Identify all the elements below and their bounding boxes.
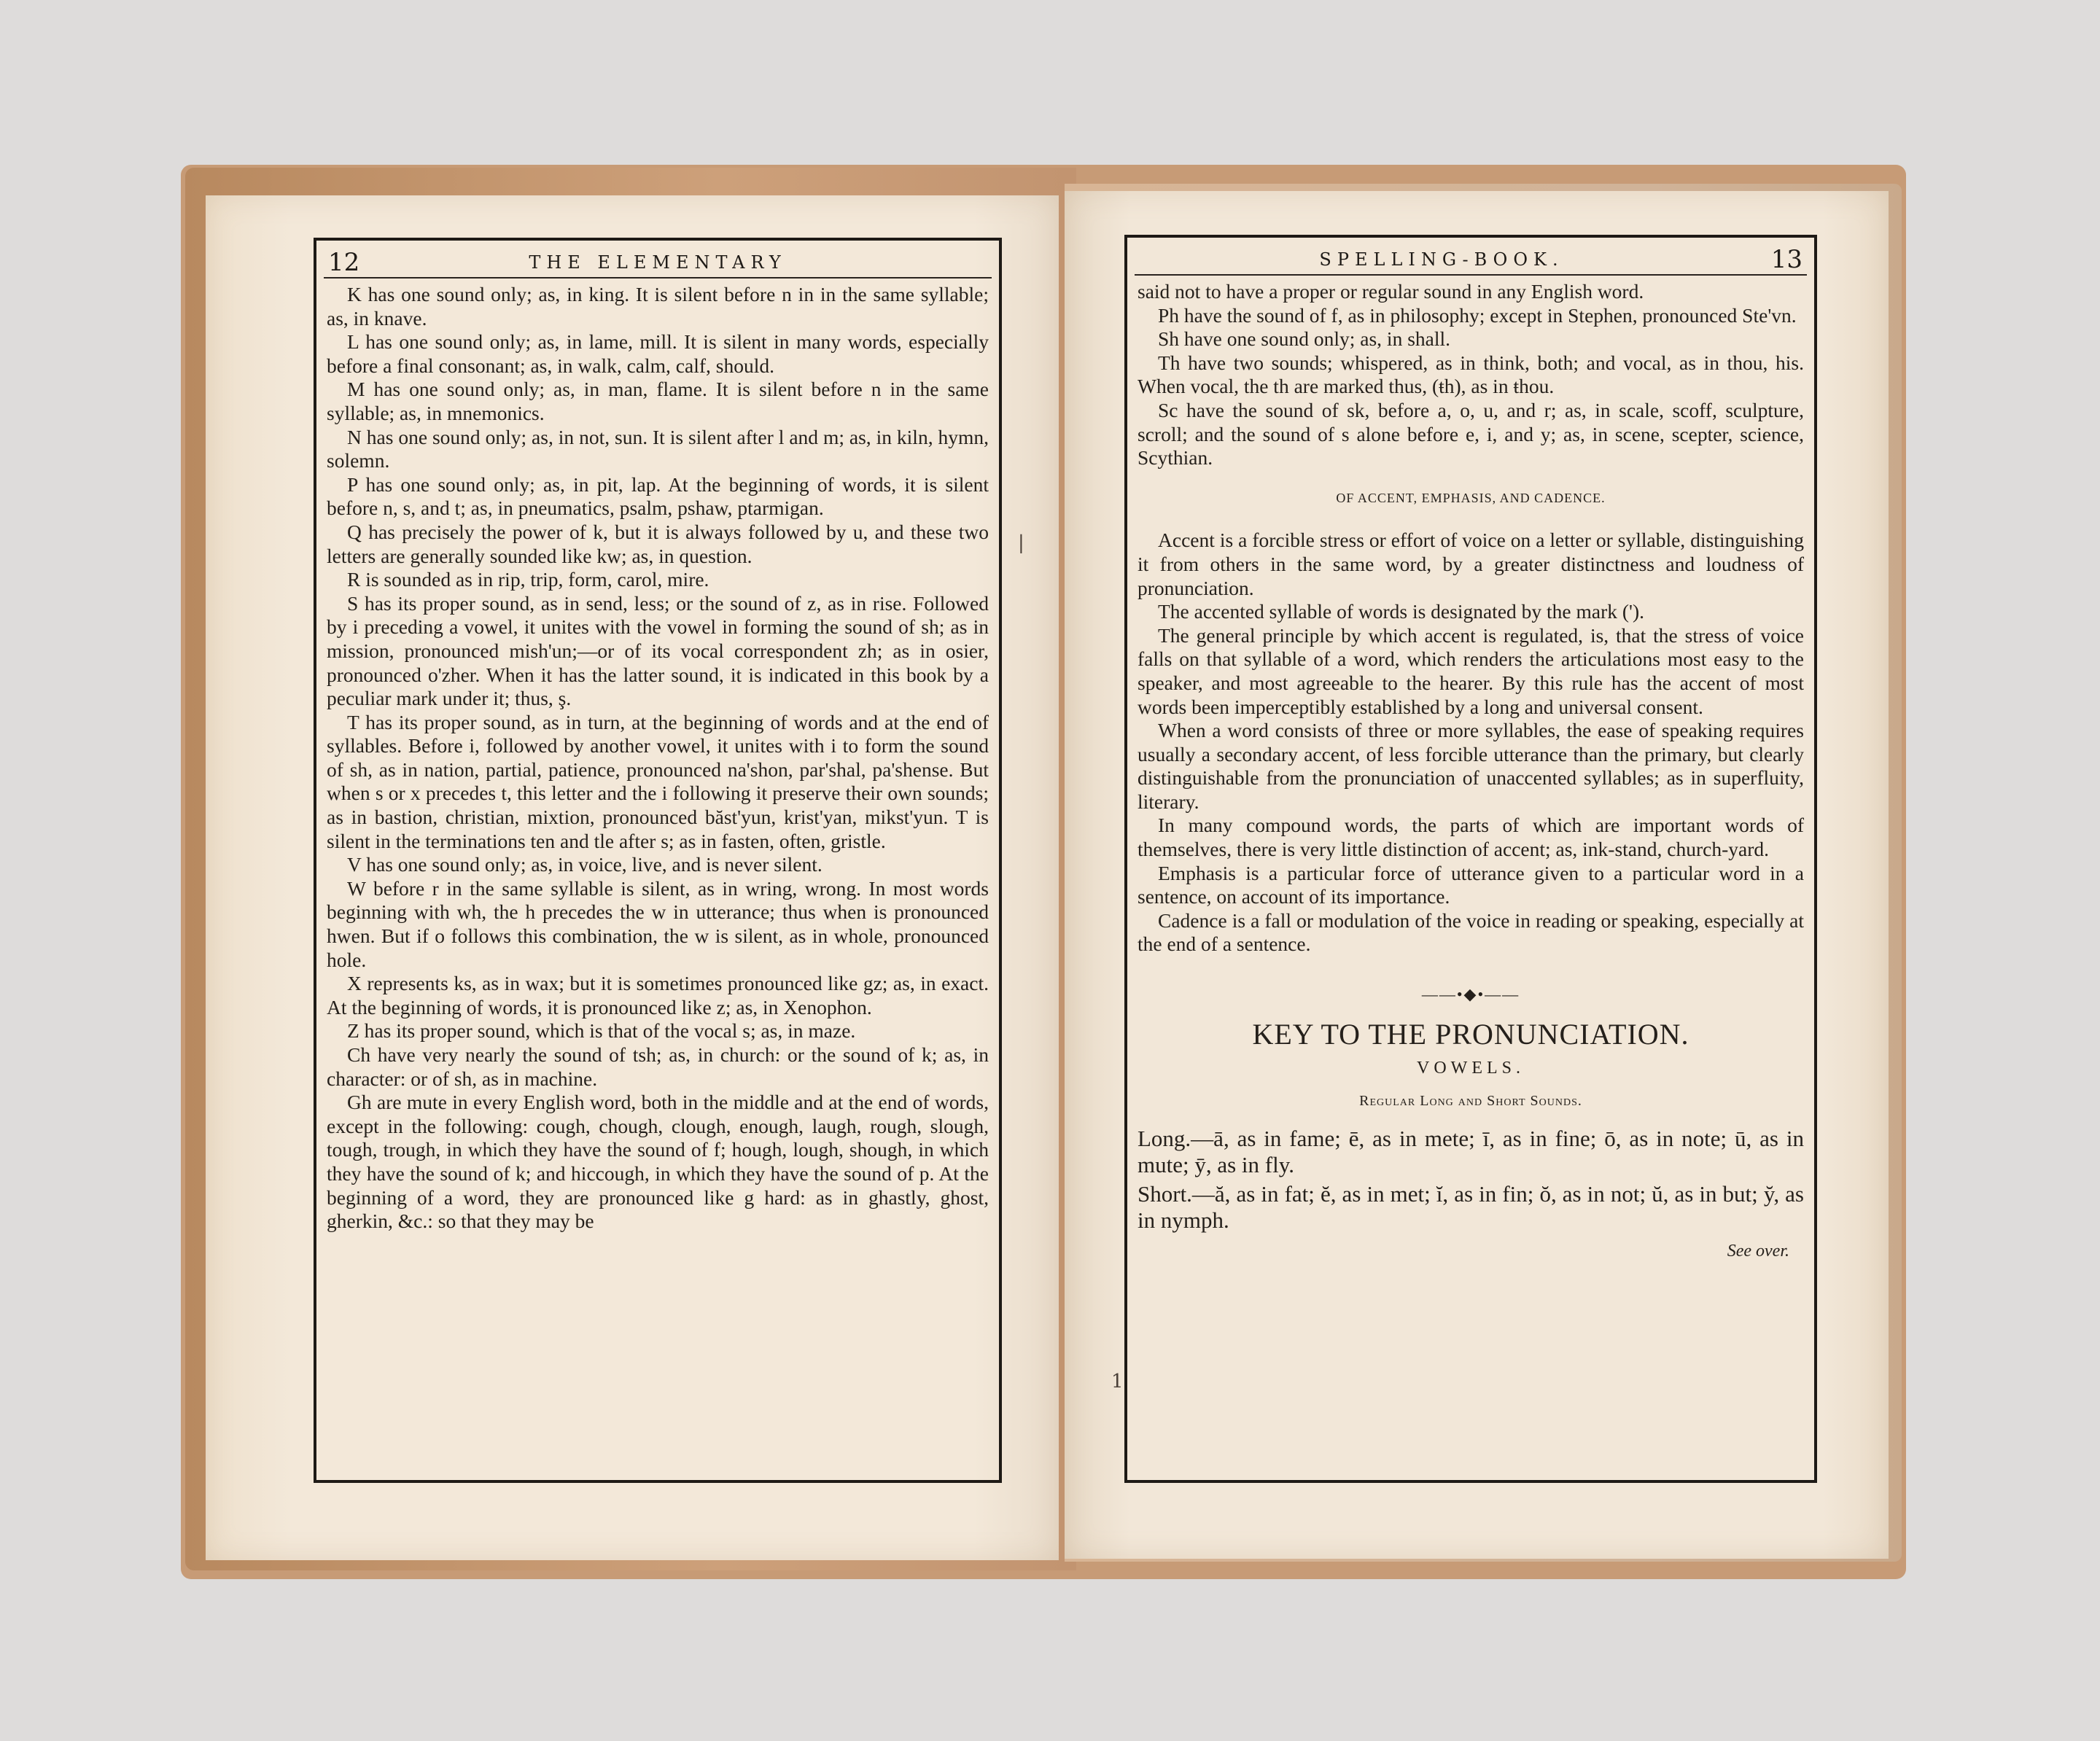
paragraph-k: K has one sound only; as, in king. It is silent before n in in the same syllable; as, in knave. [327, 283, 989, 330]
paragraph-accent-mark: The accented syllable of words is designated by the mark ('). [1158, 600, 1645, 623]
paragraph-th: Th have two sounds; whispered, as in think, both; and vocal, as in thou, his. When vocal, the th are marked thus, (ŧh), as in ŧhou. [1138, 351, 1804, 398]
see-over-note: See over. [1727, 1242, 1789, 1261]
paragraph-gh: Gh are mute in every English word, both in the middle and at the end of words, except in the following: cough, chough, clough, enough, laugh, rough, slough, tough, trough, in which they have the sound of f; hough, lough, shough, in which they have the sound of k; and hiccough, in which they have the sound of p. At the beginning of a word, they are pronounced like g hard: as in ghastly, ghost, gherkin, &c.: so that they may be [327, 1091, 989, 1233]
paragraph-ph: Ph have the sound of f, as in philosophy; except in Stephen, pronounced Ste'vn. [1158, 303, 1797, 327]
paragraph-accent: Accent is a forcible stress or effort of voice on a letter or syllable, distinguishing it from others in the same word, by a greater distinctness and loudness of pronunciation. [1138, 529, 1804, 599]
paragraph-s: S has its proper sound, as in send, less; or the sound of z, as in rise. Followed by i preceding a vowel, it unites with the vowel in forming the sound of sh; as in mission, pronounced mish'un;—or of its vocal correspondent zh; as in osier, pronounced o'zher. When it has the latter sound, it is indicated in this book by a peculiar mark under it; thus, ş. [327, 591, 989, 710]
paragraph-p: P has one sound only; as, in pit, lap. At the beginning of words, it is silent before n, s, and t; as, in pneumatics, psalm, pshaw, ptarmigan. [327, 472, 989, 520]
right-running-title: SPELLING-BOOK. [1319, 249, 1564, 270]
paragraph-general-principle: The general principle by which accent is regulated, is, that the stress of voice falls on that syllable of a word, which renders the articulations most easy to the speaker, and most agreeable to the hearer. By this rule has the accent of most words been imperceptibly established by a long and universal consent. [1138, 623, 1804, 718]
left-running-title: THE ELEMENTARY [529, 252, 787, 273]
key-title: KEY TO THE PRONUNCIATION. [1252, 1017, 1689, 1051]
paragraph-sc: Sc have the sound of sk, before a, o, u, and r; as, in scale, scoff, sculpture, scroll; and the sound of s alone before e, i, and y; as, in scene, scepter, science, Scythian. [1138, 398, 1804, 470]
regular-sounds-heading: Regular Long and Short Sounds. [1359, 1092, 1582, 1109]
left-page-frame [314, 238, 1002, 1483]
paragraph-secondary-accent: When a word consists of three or more syllables, the ease of speaking requires usually a secondary accent, of less forcible utterance than the primary, but clearly distinguishable from the pronunciation of unaccented syllables; as in superfluity, literary. [1138, 719, 1804, 813]
section-ornament: ——•◆•—— [1421, 985, 1520, 1004]
paragraph-x: X represents ks, as in wax; but it is sometimes pronounced like gz; as, in exact. At the beginning of words, it is pronounced like z; as, in Xenophon. [327, 972, 989, 1018]
vowels-heading: VOWELS. [1417, 1059, 1525, 1078]
right-margin-mark: 1 [1111, 1371, 1124, 1393]
left-running-head [324, 248, 992, 279]
right-page-frame [1124, 235, 1817, 1483]
paragraph-l: L has one sound only; as, in lame, mill. It is silent in many words, especially before a final consonant; as, in walk, calm, calf, should. [327, 330, 989, 377]
pronunciation-key [1138, 1126, 1804, 1234]
paragraph-q: Q has precisely the power of k, but it is always followed by u, and these two letters are generally sounded like kw; as, in question. [327, 520, 989, 567]
left-page-text [327, 283, 989, 1234]
paragraph-t: T has its proper sound, as in turn, at the beginning of words and at the end of syllables. Before i, followed by another vowel, it unites with i to form the sound of sh, as in nation, partial, patience, pronounced na'shon, par'shal, pa'shense. But when s or x precedes t, this letter and the i following it preserve their own sounds; as in bastion, christian, mixtion, pronounced băst'yun, krist'yan, mikst'yun. T is silent in the terminations ten and tle after s; as in fasten, often, gristle. [327, 710, 989, 852]
paragraph-z: Z has its proper sound, which is that of the vocal s; as, in maze. [347, 1019, 856, 1043]
paragraph-w: W before r in the same syllable is silent, as in wring, wrong. In most words beginning with wh, the h precedes the w in utterance; thus when is pronounced hwen. But if o follows this combination, the w is silent, as in whole, pronounced hole. [327, 876, 989, 971]
right-page-number: 13 [1770, 245, 1802, 274]
paragraph-continued: said not to have a proper or regular sound in any English word. [1138, 280, 1644, 303]
paragraph-n: N has one sound only; as, in not, sun. It is silent after l and m; as, in kiln, hymn, solemn. [327, 425, 989, 472]
paragraph-m: M has one sound only; as, in man, flame. It is silent before n in the same syllable; as, in mnemonics. [327, 378, 989, 424]
accent-section-heading: OF ACCENT, EMPHASIS, AND CADENCE. [1336, 490, 1606, 505]
paragraph-sh: Sh have one sound only; as, in shall. [1158, 327, 1451, 351]
paragraph-cadence: Cadence is a fall or modulation of the voice in reading or speaking, especially at the end of a sentence. [1138, 908, 1804, 956]
right-page-text [1138, 280, 1804, 1263]
left-margin-mark: | [1018, 532, 1024, 554]
paragraph-v: V has one sound only; as, in voice, live, and is never silent. [347, 853, 822, 876]
left-page-number: 12 [328, 248, 360, 277]
long-vowels-line: Long.—ā, as in fame; ē, as in mete; ī, as in fine; ō, as in note; ū, as in mute; ȳ, as in fly. [1138, 1126, 1804, 1178]
paragraph-emphasis: Emphasis is a particular force of utterance given to a particular word in a sentence, on account of its importance. [1138, 861, 1804, 908]
paragraph-ch: Ch have very nearly the sound of tsh; as, in church: or the sound of k; as, in character: or of sh, as in machine. [327, 1043, 989, 1090]
short-vowels-line: Short.—ă, as in fat; ĕ, as in met; ĭ, as in fin; ŏ, as in not; ŭ, as in but; y̆, as in nymph. [1138, 1181, 1804, 1234]
right-running-head [1135, 245, 1807, 276]
paragraph-r: R is sounded as in rip, trip, form, carol, mire. [347, 568, 709, 591]
paragraph-compound-words: In many compound words, the parts of which are important words of themselves, there is very little distinction of accent; as, ink-stand, church-yard. [1138, 814, 1804, 861]
